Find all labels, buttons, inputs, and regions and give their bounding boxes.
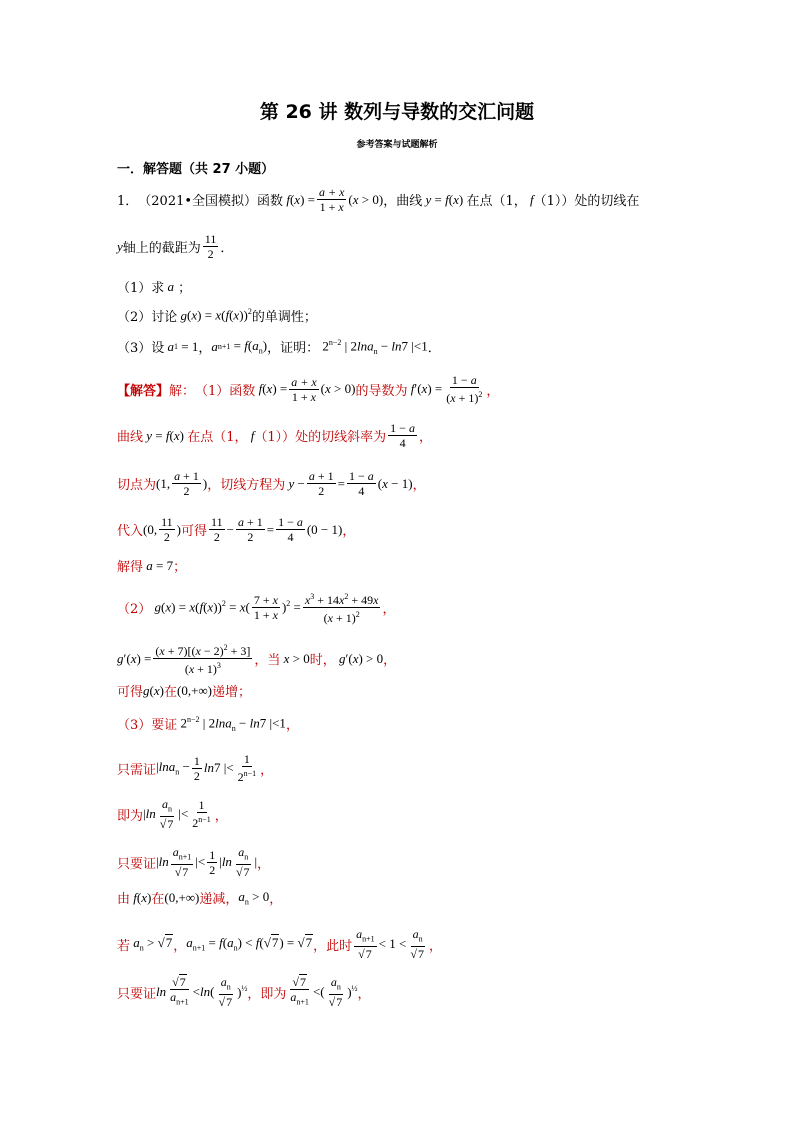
math-fraction: $\frac{1 - a}{4}$ [349,469,374,498]
math-fraction: $\frac{11}{2}$ [211,515,223,544]
solution-line-10: 只需证 |lna$_n$ − $\frac{1}{2}$ ln7 |< $\frac{1}{2^{n-1}}$ ， [117,752,274,784]
solution-line-7: g′(x) = $\frac{(x + 7)[(x - 2)^2 + 3]}{(x + 1)^3}$ ，当 x > 0 时， g′(x) > 0 ， [117,643,397,676]
page-title: 第 26 讲 数列与导数的交汇问题 [259,101,535,123]
section-heading: 一．解答题（共 27 小题） [117,162,275,177]
math-fraction: $\frac{a_n}{√7}$ [218,975,233,1010]
problem-line-2: y 轴上的截距为 $\frac{11}{2}$ ． [117,232,234,261]
problem-part-3: （3）设 a 1 = 1 ， a n+1 = $f(a_n)$ ，证明： $2^{n-2}$ | 2lna$_n$ − ln7 |<1 ． [117,337,441,356]
math-fraction: $\frac{a + 1}{2}$ [237,515,263,544]
solution-line-9: （3）要证 $2^{n-2}$ | 2lna$_n$ − ln7 |<1 ， [117,714,299,733]
math: f [283,191,290,207]
math-fraction: $\frac{1}{2^{n-1}}$ [192,798,211,831]
math-fraction: $\frac{a_n}{√7}$ [410,927,424,962]
solution-line-2: 曲线 y = f(x) 在点（1， f （1））处的切线斜率为 $\frac{1 - a}{4}$ ， [117,421,432,450]
solution-line-12: 只要证 |ln $\frac{a_{n+1}}{√7}$ |< $\frac{1}{2}$ |ln $\frac{a_n}{√7}$ | ， [117,845,271,880]
solution-line-13: 由 f(x) 在 (0,+∞) 递减， $a_n > 0$ ， [117,888,283,907]
math-fraction: $\frac{√7}{a_{n+1}}$ [290,975,309,1007]
solution-line-8: 可得 g(x) 在 (0,+∞) 递增； [117,682,252,700]
solution-line-1: 【解答】 解： （1）函数 f(x) = $\frac{a + x}{1 + x}$ (x > 0) 的导数为 f′(x) = $\frac{1 - a}{(x + 1)^2}$ ， [117,373,500,405]
problem-part-1: （1）求 a ； [117,278,192,296]
math-fraction: $\frac{√7}{a_{n+1}}$ [170,975,189,1007]
math-fraction: $\frac{1}{2}$ [193,753,200,783]
math-fraction: $\frac{11}{2}$ [161,515,173,544]
solution-line-11: 即为 |ln $\frac{a_n}{√7}$ |< $\frac{1}{2^{n-1}}$ ， [117,797,228,832]
math-fraction: $\frac{a_n}{√7}$ [328,975,343,1010]
math-fraction: $\frac{1}{2^{n-1}}$ [237,752,257,784]
solution-line-3: 切点为 (1, $\frac{a + 1}{2}$ ) ，切线方程为 y − $\frac{a + 1}{2}$ = $\frac{1 - a}{4}$ (x − 1) ， [117,469,426,498]
math-fraction: $\frac{1 - a}{4}$ [390,421,415,450]
answer-label: 【解答】 [117,383,170,399]
solution-line-4: 代入 (0, $\frac{11}{2}$ ) 可得 $\frac{11}{2}$ − $\frac{a + 1}{2}$ = $\frac{1 - a}{4}$ (0 − 1) ， [117,515,356,544]
math-fraction: $\frac{x^3 + 14x^2 + 49x}{(x + 1)^2}$ [304,592,379,625]
math-fraction: $\frac{(x + 7)[(x - 2)^2 + 3]}{(x + 1)^3}$ [155,643,251,676]
solution-line-5: 解得 a = 7 ； [117,557,187,575]
problem-number: 1． [117,194,139,209]
problem-part-2: （2）讨论 g $(x) = x(f(x))^2$ 的单调性； [117,307,317,325]
problem-line-1: 1． （2021•全国模拟） 函数 f ( x ) = $\frac{a + x}{1 + x}$ (x > 0) ，曲线 y = f (x) 在点（1， f （1））处的切线在 [117,185,640,214]
math-fraction: $\frac{a + x}{1 + x}$ [318,185,345,214]
math-fraction: $\frac{a_{n+1}}{√7}$ [356,927,375,962]
page-subtitle: 参考答案与试题解析 [356,140,438,150]
math-fraction: $\frac{7 + x}{1 + x}$ [253,593,278,622]
math-fraction: $\frac{1 - a}{4}$ [278,515,303,544]
math-fraction: $\frac{1 - a}{(x + 1)^2}$ [446,373,483,405]
math-fraction: $\frac{a + x}{1 + x}$ [291,374,317,404]
solution-line-15: 只要证 ln $\frac{√7}{a_{n+1}}$ <ln( $\frac{a_n}{√7}$ )$^{\frac{1}{2}}$ ，即为 $\frac{√7}{a_{n+1}}$ <( $\frac{a_n}{√7}$ )$^{\frac{1}{2}}$ ， [117,975,371,1010]
math-fraction: $\frac{1}{2}$ [209,847,216,877]
math-fraction: $\frac{a_n}{√7}$ [235,845,250,880]
solution-line-14: 若 $a_n > √7$ ， $a_{n+1} = f(a_n) < f(√7) = √7$ ，此时 $\frac{a_{n+1}}{√7}$ < 1 < $\frac{a_n}{√7}$ ， [117,927,442,962]
math-fraction: $\frac{a_n}{√7}$ [159,797,174,832]
math-fraction: $\frac{11}{2}$ [204,232,217,261]
problem-source: （2021•全国模拟） [138,194,258,209]
math-fraction: $\frac{a + 1}{2}$ [174,469,199,498]
math-fraction: $\frac{a_{n+1}}{√7}$ [172,845,192,880]
math-fraction: $\frac{a + 1}{2}$ [308,469,334,498]
solution-line-6: （2） $g(x) = x(f(x))^2 = x$( $\frac{7 + x}{1 + x}$ )$^2$ = $\frac{x^3 + 14x^2 + 49x}{(x + 1)^2}$ ， [117,592,396,625]
